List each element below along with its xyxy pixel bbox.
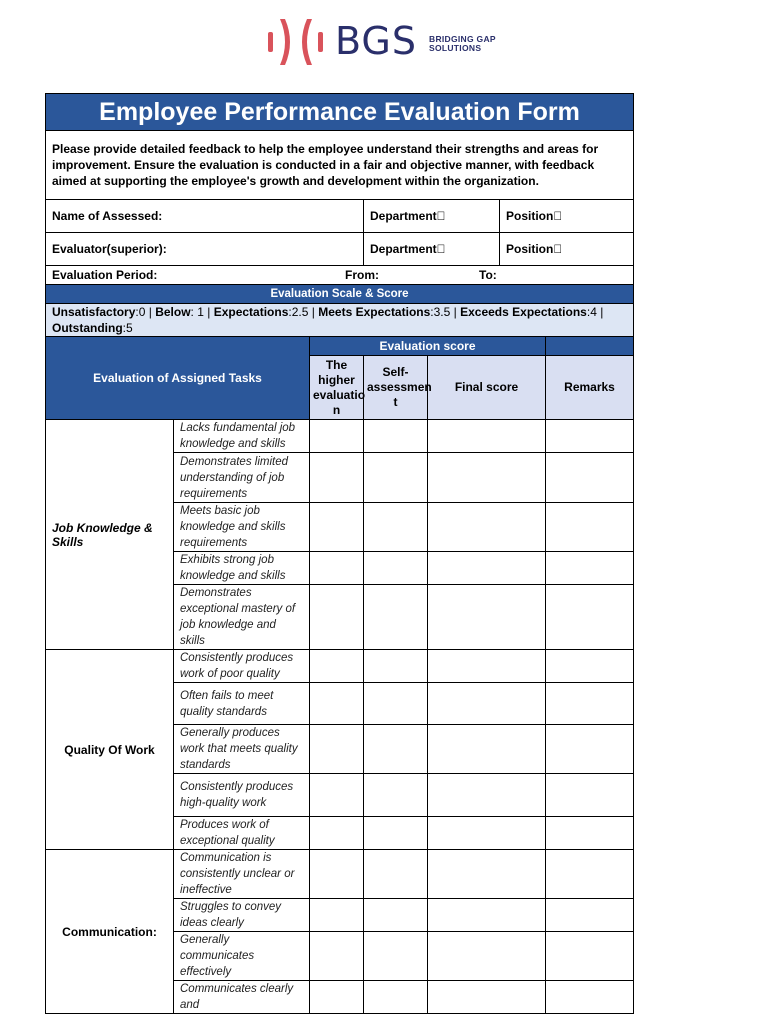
criterion-description: Generally communicates effectively: [174, 932, 310, 981]
criterion-description: Demonstrates exceptional mastery of job knowledge and skills: [174, 585, 310, 650]
evaluator-field[interactable]: Evaluator(superior):: [46, 233, 364, 266]
higher-evaluation-cell[interactable]: [310, 453, 364, 503]
self-assessment-cell[interactable]: [364, 683, 428, 725]
final-score-cell[interactable]: [428, 899, 546, 932]
final-score-cell[interactable]: [428, 725, 546, 774]
remarks-cell[interactable]: [546, 932, 634, 981]
final-score-cell[interactable]: [428, 420, 546, 453]
evaluation-form-table: [45, 93, 634, 1014]
criterion-description: Consistently produces work of poor quality: [174, 650, 310, 683]
criterion-description: Meets basic job knowledge and skills requirements: [174, 503, 310, 552]
criterion-description: Communication is consistently unclear or ineffective: [174, 850, 310, 899]
self-assessment-cell[interactable]: [364, 981, 428, 1014]
final-score-cell[interactable]: [428, 981, 546, 1014]
self-assessment-cell[interactable]: [364, 932, 428, 981]
logo-tagline: BRIDGING GAP SOLUTIONS: [429, 34, 496, 53]
evaluation-scale-header: Evaluation Scale & Score: [46, 285, 634, 304]
remarks-cell[interactable]: [546, 981, 634, 1014]
criterion-description: Lacks fundamental job knowledge and skills: [174, 420, 310, 453]
remarks-cell[interactable]: [546, 725, 634, 774]
criterion-description: Demonstrates limited understanding of job requirements: [174, 453, 310, 503]
form-title: Employee Performance Evaluation Form: [46, 94, 634, 131]
higher-evaluation-cell[interactable]: [310, 683, 364, 725]
final-score-cell[interactable]: [428, 932, 546, 981]
score-header-spacer: [546, 337, 634, 356]
final-score-header: Final score: [428, 356, 546, 420]
higher-evaluation-cell[interactable]: [310, 774, 364, 817]
self-assessment-cell[interactable]: [364, 725, 428, 774]
final-score-cell[interactable]: [428, 585, 546, 650]
remarks-header: Remarks: [546, 356, 634, 420]
self-assessment-cell[interactable]: [364, 899, 428, 932]
higher-evaluation-cell[interactable]: [310, 932, 364, 981]
higher-evaluation-cell[interactable]: [310, 899, 364, 932]
final-score-cell[interactable]: [428, 552, 546, 585]
evaluation-period-row[interactable]: [46, 266, 634, 285]
self-assessment-cell[interactable]: [364, 585, 428, 650]
self-assessment-cell[interactable]: [364, 552, 428, 585]
assigned-tasks-header: Evaluation of Assigned Tasks: [46, 337, 310, 420]
remarks-cell[interactable]: [546, 850, 634, 899]
higher-evaluation-cell[interactable]: [310, 420, 364, 453]
higher-evaluation-cell[interactable]: [310, 981, 364, 1014]
self-assessment-cell[interactable]: [364, 503, 428, 552]
final-score-cell[interactable]: [428, 774, 546, 817]
remarks-cell[interactable]: [546, 683, 634, 725]
remarks-cell[interactable]: [546, 552, 634, 585]
company-logo: [266, 17, 506, 67]
criterion-description: Exhibits strong job knowledge and skills: [174, 552, 310, 585]
criterion-description: Produces work of exceptional quality: [174, 817, 310, 850]
name-of-assessed-field[interactable]: Name of Assessed:: [46, 200, 364, 233]
remarks-cell[interactable]: [546, 420, 634, 453]
self-assessment-cell[interactable]: [364, 420, 428, 453]
self-assessment-cell[interactable]: [364, 650, 428, 683]
form-intro: Please provide detailed feedback to help the employee understand their strengths and areas for improvement. Ensure the evaluation is conducted in a fair and objective manner, with feedback aimed at supporting the employee's growth and development within the organization.: [46, 131, 634, 200]
final-score-cell[interactable]: [428, 817, 546, 850]
remarks-cell[interactable]: [546, 899, 634, 932]
remarks-cell[interactable]: [546, 453, 634, 503]
bgs-logo-mark-icon: [266, 17, 326, 67]
evaluation-period-label: Evaluation Period:: [52, 268, 158, 282]
category-communication: Communication:: [46, 850, 174, 1014]
self-assessment-header: Self-assessmen t: [364, 356, 428, 420]
higher-evaluation-cell[interactable]: [310, 817, 364, 850]
criterion-description: Communicates clearly and: [174, 981, 310, 1014]
evaluation-score-header: Evaluation score: [310, 337, 546, 356]
from-label: From:: [345, 268, 379, 282]
final-score-cell[interactable]: [428, 503, 546, 552]
evaluation-scale-legend: Unsatisfactory:0 | Below: 1 | Expectations:2.5 | Meets Expectations:3.5 | Exceeds Expectations:4 | Outstanding:5: [46, 304, 634, 337]
remarks-cell[interactable]: [546, 650, 634, 683]
department-field[interactable]: Department : [364, 200, 500, 233]
to-label: To:: [479, 268, 497, 282]
category-job-knowledge: Job Knowledge & Skills: [46, 420, 174, 650]
self-assessment-cell[interactable]: [364, 850, 428, 899]
higher-evaluation-header: The higher evaluatio n: [310, 356, 364, 420]
final-score-cell[interactable]: [428, 453, 546, 503]
self-assessment-cell[interactable]: [364, 453, 428, 503]
remarks-cell[interactable]: [546, 585, 634, 650]
higher-evaluation-cell[interactable]: [310, 650, 364, 683]
criterion-description: Often fails to meet quality standards: [174, 683, 310, 725]
criterion-description: Consistently produces high-quality work: [174, 774, 310, 817]
remarks-cell[interactable]: [546, 503, 634, 552]
self-assessment-cell[interactable]: [364, 817, 428, 850]
higher-evaluation-cell[interactable]: [310, 850, 364, 899]
final-score-cell[interactable]: [428, 683, 546, 725]
evaluator-department-field[interactable]: Department : [364, 233, 500, 266]
final-score-cell[interactable]: [428, 850, 546, 899]
higher-evaluation-cell[interactable]: [310, 552, 364, 585]
higher-evaluation-cell[interactable]: [310, 585, 364, 650]
evaluator-position-field[interactable]: Position : [500, 233, 634, 266]
final-score-cell[interactable]: [428, 650, 546, 683]
category-quality-of-work: Quality Of Work: [46, 650, 174, 850]
higher-evaluation-cell[interactable]: [310, 503, 364, 552]
self-assessment-cell[interactable]: [364, 774, 428, 817]
logo-brand-text: BGS: [335, 19, 417, 63]
criterion-description: Struggles to convey ideas clearly: [174, 899, 310, 932]
higher-evaluation-cell[interactable]: [310, 725, 364, 774]
criterion-description: Generally produces work that meets quality standards: [174, 725, 310, 774]
position-field[interactable]: Position : [500, 200, 634, 233]
remarks-cell[interactable]: [546, 774, 634, 817]
remarks-cell[interactable]: [546, 817, 634, 850]
